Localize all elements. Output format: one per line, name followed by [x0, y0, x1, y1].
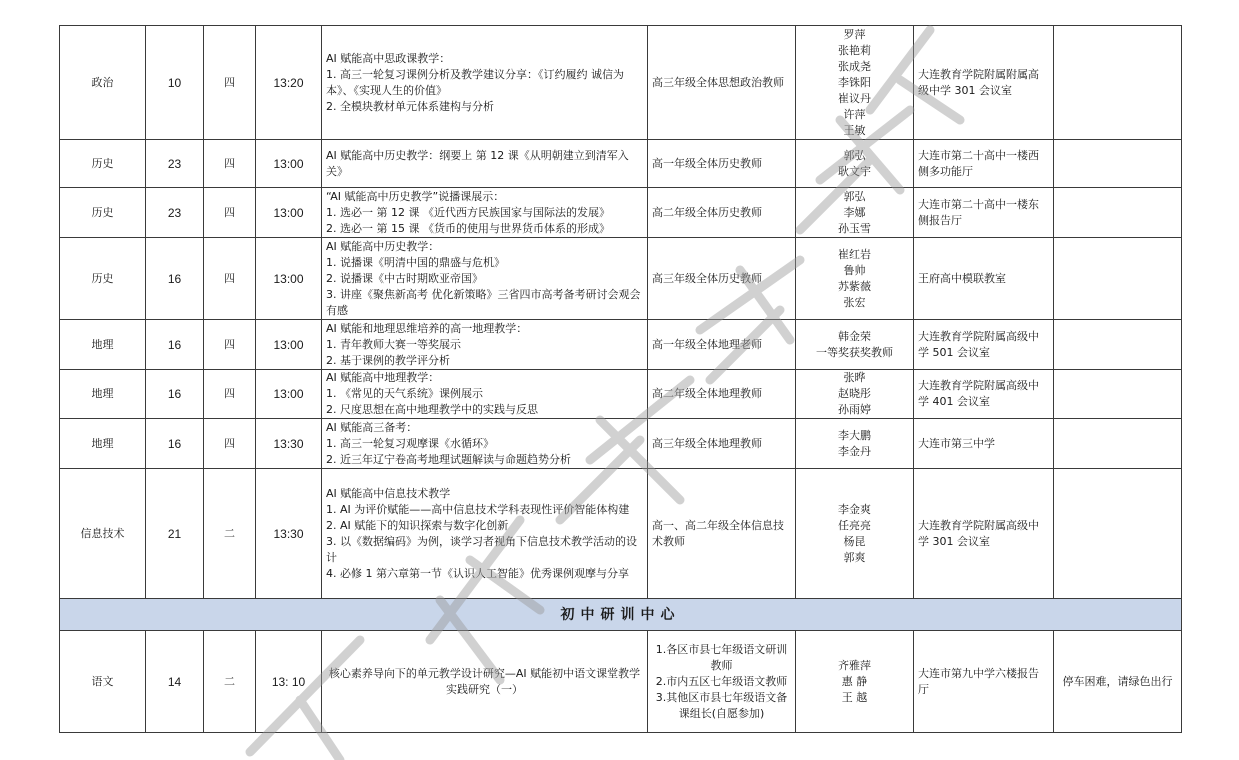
person-name: 一等奖获奖教师 — [816, 345, 893, 359]
content-line: AI 赋能高中历史教学：纲要上 第 12 课《从明朝建立到清军入关》 — [326, 148, 629, 178]
table-row — [60, 188, 1182, 238]
person-name: 王 越 — [841, 690, 868, 704]
table-row — [60, 370, 1182, 419]
table-row — [60, 320, 1182, 370]
content-line: 4. 必修 1 第六章第一节《认识人工智能》优秀课例观摩与分享 — [326, 566, 629, 580]
person-name: 李金丹 — [838, 444, 871, 458]
person-name: 张晔 — [843, 371, 866, 384]
person-name: 李铢阳 — [838, 75, 871, 89]
location-cell: 大连教育学院附属高级中学 401 会议室 — [914, 370, 1054, 419]
person-name: 许萍 — [843, 107, 866, 121]
subject-cell: 历史 — [60, 238, 146, 320]
person-name: 李大鹏 — [838, 428, 871, 442]
time-cell: 13:00 — [256, 188, 322, 238]
schedule-table — [59, 25, 1182, 733]
weekday-cell: 四 — [204, 238, 256, 320]
time-cell: 13:00 — [256, 140, 322, 188]
audience-line: 2.市内五区七年级语文教师 — [655, 674, 788, 688]
count-cell: 16 — [146, 238, 204, 320]
person-name: 李金爽 — [838, 502, 871, 516]
person-name: 李娜 — [843, 205, 866, 219]
table-row — [60, 26, 1182, 140]
content-cell — [322, 419, 648, 469]
person-name: 张宏 — [843, 295, 866, 309]
persons-cell — [796, 320, 914, 370]
junior-school-rows — [60, 631, 1182, 733]
count-cell: 21 — [146, 469, 204, 599]
audience-line: 高一、高二年级全体信息技术教师 — [652, 518, 784, 548]
weekday-cell: 四 — [204, 188, 256, 238]
time-cell: 13:20 — [256, 26, 322, 140]
persons-cell — [796, 238, 914, 320]
time-cell: 13:00 — [256, 238, 322, 320]
time-cell: 13:00 — [256, 370, 322, 419]
persons-cell — [796, 370, 914, 419]
person-name: 崔红岩 — [838, 247, 871, 261]
person-name: 苏紫薇 — [838, 279, 871, 293]
person-name: 鲁帅 — [843, 263, 866, 277]
content-line: 1. 青年教师大赛一等奖展示 — [326, 337, 461, 351]
note-cell — [1054, 469, 1182, 599]
content-line: “AI 赋能高中历史教学”说播课展示： — [326, 189, 505, 203]
audience-line: 高二年级全体历史教师 — [652, 205, 762, 219]
weekday-cell: 四 — [204, 140, 256, 188]
persons-cell — [796, 419, 914, 469]
content-cell — [322, 320, 648, 370]
person-name: 郭爽 — [843, 550, 866, 564]
note-cell — [1054, 188, 1182, 238]
audience-line: 高一年级全体地理老师 — [652, 337, 762, 351]
audience-line: 高一年级全体历史教师 — [652, 156, 762, 170]
section-header: 初中研训中心 — [60, 599, 1182, 631]
table-row — [60, 238, 1182, 320]
content-line: 1. 高三一轮复习观摩课《水循环》 — [326, 436, 494, 450]
content-line: AI 赋能高三备考： — [326, 420, 418, 434]
location-cell: 大连市第二十高中一楼西侧多功能厅 — [914, 140, 1054, 188]
content-line: 1. 高三一轮复习课例分析及教学建议分享：《订约履约 诚信为本》、《实现人生的价值》 — [326, 67, 624, 97]
location-cell: 大连市第九中学六楼报告厅 — [914, 631, 1054, 733]
count-cell: 16 — [146, 320, 204, 370]
person-name: 郭弘 — [843, 148, 866, 162]
person-name: 王敏 — [843, 123, 866, 137]
audience-line: 1.各区市县七年级语文研训教师 — [655, 642, 788, 672]
content-cell — [322, 188, 648, 238]
person-name: 任亮亮 — [838, 518, 871, 532]
person-name: 齐雅萍 — [838, 658, 871, 672]
content-line: 2. AI 赋能下的知识探索与数字化创新 — [326, 518, 509, 532]
person-name: 耿文宇 — [838, 164, 871, 178]
subject-cell: 历史 — [60, 140, 146, 188]
weekday-cell: 四 — [204, 320, 256, 370]
content-line: 核心素养导向下的单元教学设计研究—AI 赋能初中语文课堂教学实践研究（一） — [328, 666, 641, 696]
person-name: 张成尧 — [838, 59, 871, 73]
audience-cell — [648, 320, 796, 370]
person-name: 惠 静 — [841, 674, 868, 688]
weekday-cell: 二 — [204, 469, 256, 599]
content-line: AI 赋能高中历史教学： — [326, 239, 440, 253]
audience-line: 高二年级全体地理教师 — [652, 387, 762, 400]
note-cell — [1054, 370, 1182, 419]
location-cell: 大连教育学院附属高级中学 501 会议室 — [914, 320, 1054, 370]
audience-line: 高三年级全体思想政治教师 — [652, 75, 784, 89]
table-row — [60, 631, 1182, 733]
content-line: 1. 《常见的天气系统》课例展示 — [326, 387, 483, 400]
weekday-cell: 四 — [204, 26, 256, 140]
note-cell — [1054, 320, 1182, 370]
content-line: AI 赋能和地理思维培养的高一地理教学： — [326, 321, 528, 335]
audience-cell — [648, 26, 796, 140]
subject-cell: 地理 — [60, 320, 146, 370]
person-name: 孙玉雪 — [838, 221, 871, 235]
location-cell: 大连教育学院附属附属高级中学 301 会议室 — [914, 26, 1054, 140]
weekday-cell: 四 — [204, 370, 256, 419]
content-line: 1. 说播课《明清中国的鼎盛与危机》 — [326, 255, 505, 269]
time-cell: 13:00 — [256, 320, 322, 370]
audience-cell — [648, 238, 796, 320]
content-line: AI 赋能高中信息技术教学 — [326, 486, 451, 500]
location-cell: 大连市第三中学 — [914, 419, 1054, 469]
audience-line: 高三年级全体历史教师 — [652, 271, 762, 285]
persons-cell — [796, 469, 914, 599]
note-cell — [1054, 26, 1182, 140]
content-cell — [322, 370, 648, 419]
audience-line: 3.其他区市县七年级语文备课组长(自愿参加) — [655, 690, 788, 720]
weekday-cell: 二 — [204, 631, 256, 733]
count-cell: 23 — [146, 188, 204, 238]
content-line: 3. 以《数据编码》为例，谈学习者视角下信息技术教学活动的设计 — [326, 534, 637, 564]
persons-cell — [796, 631, 914, 733]
note-cell: 停车困难，请绿色出行 — [1054, 631, 1182, 733]
content-line: 2. 基于课例的教学评分析 — [326, 353, 450, 367]
note-cell — [1054, 238, 1182, 320]
person-name: 张艳莉 — [838, 43, 871, 57]
audience-cell — [648, 140, 796, 188]
content-line: AI 赋能高中思政课教学： — [326, 51, 451, 65]
content-line: 2. 选必一 第 15 课 《货币的使用与世界货币体系的形成》 — [326, 221, 610, 235]
audience-cell — [648, 370, 796, 419]
content-cell — [322, 238, 648, 320]
audience-cell — [648, 419, 796, 469]
subject-cell: 信息技术 — [60, 469, 146, 599]
person-name: 崔议丹 — [838, 91, 871, 105]
content-line: 2. 近三年辽宁卷高考地理试题解读与命题趋势分析 — [326, 452, 571, 466]
content-cell — [322, 26, 648, 140]
subject-cell: 地理 — [60, 370, 146, 419]
count-cell: 10 — [146, 26, 204, 140]
content-line: 1. 选必一 第 12 课 《近代西方民族国家与国际法的发展》 — [326, 205, 610, 219]
time-cell: 13: 10 — [256, 631, 322, 733]
content-line: 1. AI 为评价赋能——高中信息技术学科表现性评价智能体构建 — [326, 502, 630, 516]
person-name: 孙雨婷 — [838, 403, 871, 416]
person-name: 赵晓彤 — [838, 387, 871, 400]
subject-cell: 历史 — [60, 188, 146, 238]
audience-line: 高三年级全体地理教师 — [652, 436, 762, 450]
location-cell: 大连市第二十高中一楼东侧报告厅 — [914, 188, 1054, 238]
note-cell — [1054, 419, 1182, 469]
person-name: 郭弘 — [843, 189, 866, 203]
content-cell — [322, 469, 648, 599]
table-row — [60, 140, 1182, 188]
content-line: 2. 说播课《中古时期欧亚帝国》 — [326, 271, 483, 285]
subject-cell: 语文 — [60, 631, 146, 733]
note-cell — [1054, 140, 1182, 188]
time-cell: 13:30 — [256, 469, 322, 599]
count-cell: 16 — [146, 419, 204, 469]
high-school-rows — [60, 26, 1182, 599]
location-cell: 王府高中模联教室 — [914, 238, 1054, 320]
subject-cell: 政治 — [60, 26, 146, 140]
location-cell: 大连教育学院附属高级中学 301 会议室 — [914, 469, 1054, 599]
weekday-cell: 四 — [204, 419, 256, 469]
audience-cell — [648, 469, 796, 599]
person-name: 韩金荣 — [838, 329, 871, 343]
table-row — [60, 419, 1182, 469]
time-cell: 13:30 — [256, 419, 322, 469]
section-divider — [60, 599, 1182, 631]
content-line: AI 赋能高中地理教学： — [326, 371, 440, 384]
subject-cell: 地理 — [60, 419, 146, 469]
persons-cell — [796, 140, 914, 188]
content-line: 2. 全模块教材单元体系建构与分析 — [326, 99, 494, 113]
content-line: 3. 讲座《聚焦新高考 优化新策略》三省四市高考备考研讨会观会有感 — [326, 287, 641, 317]
count-cell: 14 — [146, 631, 204, 733]
count-cell: 23 — [146, 140, 204, 188]
audience-cell — [648, 188, 796, 238]
content-line: 2. 尺度思想在高中地理教学中的实践与反思 — [326, 403, 538, 416]
count-cell: 16 — [146, 370, 204, 419]
audience-cell — [648, 631, 796, 733]
person-name: 罗萍 — [843, 27, 866, 41]
person-name: 杨昆 — [843, 534, 866, 548]
persons-cell — [796, 26, 914, 140]
content-cell — [322, 631, 648, 733]
table-row — [60, 469, 1182, 599]
persons-cell — [796, 188, 914, 238]
content-cell — [322, 140, 648, 188]
